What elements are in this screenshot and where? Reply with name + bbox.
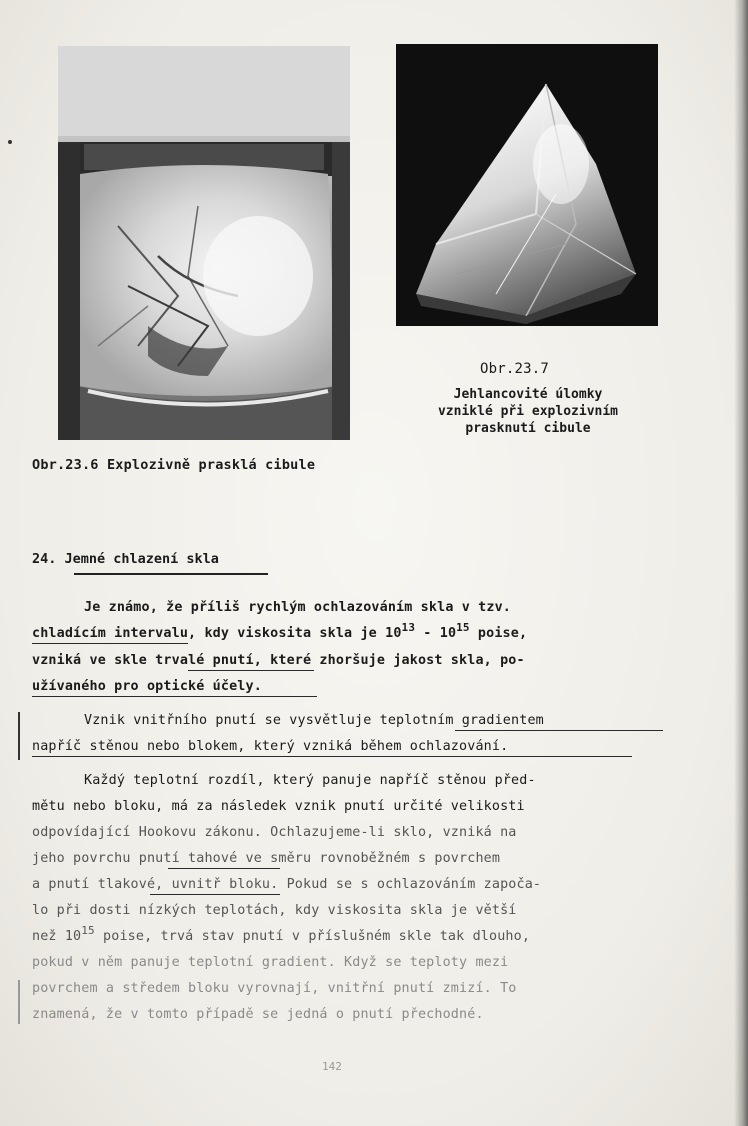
paragraph-3-line: povrchem a středem bloku vyrovnají, vnitřní pnutí zmizí. To <box>32 981 517 996</box>
figure-23-6-photo <box>58 46 350 440</box>
paragraph-3-line: mětu nebo bloku, má za následek vznik pnutí určité velikosti <box>32 799 525 814</box>
paragraph-3-line: jeho povrchu pnutí tahové ve směru rovnoběžném s povrchem <box>32 851 501 866</box>
paragraph-3-line: pokud v něm panuje teplotní gradient. Když se teploty mezi <box>32 955 509 970</box>
figure-23-6-caption: Obr.23.6 Explozivně prasklá cibule <box>32 457 316 473</box>
paragraph-1-line: užívaného pro optické účely. <box>32 679 262 694</box>
handwritten-underline <box>188 670 314 671</box>
paragraph-3-line: a pnutí tlakové, uvnitř bloku. Pokud se s ochlazováním započa- <box>32 877 542 892</box>
paragraph-1-line: vzniká ve skle trvalé pnutí, které zhoršuje jakost skla, po- <box>32 653 525 668</box>
paragraph-2-line: napříč stěnou nebo blokem, který vzniká během ochlazování. <box>32 739 509 754</box>
margin-mark <box>18 712 20 760</box>
paragraph-3-line: Každý teplotní rozdíl, který panuje napříč stěnou před- <box>84 773 536 788</box>
handwritten-underline <box>455 730 663 731</box>
paragraph-3-line: odpovídající Hookovu zákonu. Ochlazujeme-li sklo, vzniká na <box>32 825 517 840</box>
paragraph-3-line: znamená, že v tomto případě se jedná o pnutí přechodné. <box>32 1007 484 1022</box>
figure-23-7-caption-line: prasknutí cibule <box>465 421 591 436</box>
section-heading: 24. Jemné chlazení skla <box>32 551 219 567</box>
dust-speck <box>8 140 12 144</box>
handwritten-underline <box>168 868 280 869</box>
handwritten-underline <box>150 894 280 895</box>
figure-23-7-photo <box>396 44 658 326</box>
paragraph-3-line: než $10^{15}$ poise, trvá stav pnutí v příslušném skle tak dlouho, <box>32 924 531 944</box>
paragraph-3-line: lo při dosti nízkých teplotách, kdy viskosita skla je větší <box>32 903 517 918</box>
page-edge-shadow <box>734 0 748 1126</box>
figure-23-7-caption-line: vzniklé při explozivním <box>437 404 618 419</box>
heading-underline <box>74 573 268 575</box>
handwritten-underline <box>32 756 632 757</box>
figure-23-7-caption-line: Jehlancovité úlomky <box>453 387 603 402</box>
handwritten-underline <box>32 643 188 644</box>
paragraph-2-line: Vznik vnitřního pnutí se vysvětluje teplotním gradientem <box>84 713 544 728</box>
paragraph-1-line: Je známo, že příliš rychlým ochlazováním skla v tzv. <box>84 600 512 615</box>
margin-mark <box>18 980 20 1024</box>
figure-23-7-number: Obr.23.7 <box>480 361 550 377</box>
page-number: 142 <box>322 1060 342 1073</box>
paragraph-1-line: chladícím intervalu, kdy viskosita skla je $10^{13} - 10^{15}$ poise, <box>32 621 528 641</box>
handwritten-underline <box>32 696 317 697</box>
